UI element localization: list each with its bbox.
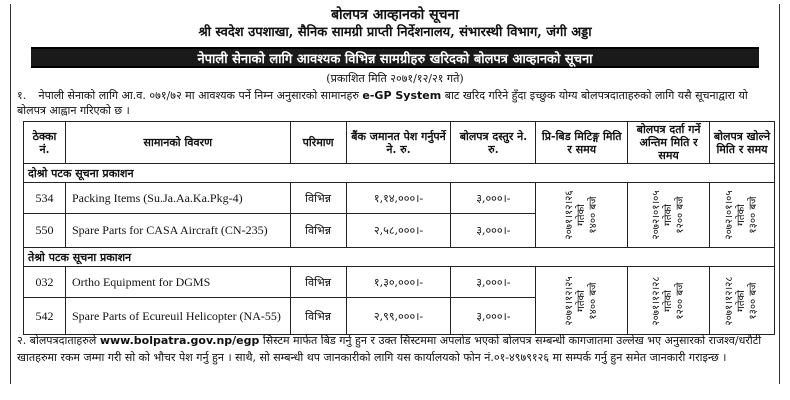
prebid-date: २०७१।१२।२५ bbox=[563, 275, 575, 326]
para1-text-a: नेपाली सेनाको लागि आ.व. ०७१/७२ मा आवश्यक पर्ने निम्न अनुसारको सामानहरु bbox=[38, 89, 359, 102]
row-qty: विभिन्न bbox=[290, 298, 346, 335]
row-desc: Spare Parts for CASA Aircraft (CN-235) bbox=[65, 214, 290, 248]
notice-banner: नेपाली सेनाको लागि आवश्यक विभिन्न सामग्रीहरु खरिदको बोलपत्र आव्हानको सूचना bbox=[31, 47, 759, 68]
open-day: गतेको bbox=[736, 204, 748, 226]
header-code: ठेक्का नं. bbox=[24, 122, 66, 164]
section-heading-second: दोश्रो पटक सूचना प्रकाशन bbox=[24, 164, 775, 183]
opening-cell-group2 bbox=[710, 267, 775, 335]
prebid-time: १४०० बजे bbox=[587, 281, 599, 320]
prebid-cell-group1 bbox=[536, 183, 628, 248]
registration-cell-group1 bbox=[628, 183, 710, 248]
prebid-cell-group2 bbox=[536, 267, 628, 335]
prebid-day: गतेको bbox=[575, 289, 587, 312]
para2-text-b: सिस्टम मार्फत बिड गर्नु हुन र उक्त सिस्टममा अपलोड भएको बोलपत्र सम्बन्धी कागजातमा उल्लेख भए अनुसारको राजश्व/धरौटी खातहरुमा रकम जम्मा गरी सो को भौचर पेश गर्नु हुन । साथै, सो सम्बन्धी थप जानकारीको लागि यस कार्यालयको फोन नं.०१-४९७९१२६ मा सम्पर्क गर्नु हुन समेत जानकारी गराइन्छ । bbox=[17, 334, 762, 364]
reg-time: १२०० बजे bbox=[674, 281, 686, 320]
row-guarantee: १,३०,०००।- bbox=[346, 267, 451, 298]
header-fee: बोलपत्र दस्तुर ने. रु. bbox=[451, 122, 536, 164]
row-guarantee: २,९९,०००।- bbox=[346, 298, 451, 335]
para1-text-b: बाट खरिद गरिने हुँदा इच्छुक योग्य बोलपत्रदाताहरुको लागि यसै सूचनाद्वारा यो बोलपत्र आह्वान गरिएको छ । bbox=[17, 89, 748, 117]
row-fee: ३,०००।- bbox=[451, 214, 536, 248]
row-fee: ३,०००।- bbox=[451, 298, 536, 335]
row-code: 542 bbox=[24, 298, 66, 335]
office-name: श्री स्वदेश उपशाखा, सैनिक सामग्री प्राप्ती निर्देशनालय, संभारस्थी विभाग, जंगी अड्डा bbox=[198, 25, 592, 40]
prebid-time: १४०० बजे bbox=[587, 196, 599, 234]
row-fee: ३,०००।- bbox=[451, 183, 536, 214]
row-qty: विभिन्न bbox=[290, 214, 346, 248]
reg-date: २०७२।०१।०५ bbox=[650, 190, 662, 240]
row-desc: Spare Parts of Ecureuil Helicopter (NA-55) bbox=[65, 298, 290, 335]
notice-frame bbox=[10, 4, 780, 384]
section-row bbox=[24, 164, 775, 183]
para1-number: १. bbox=[17, 89, 27, 102]
row-guarantee: १,१४,०००।- bbox=[346, 183, 451, 214]
row-desc: Ortho Equipment for DGMS bbox=[65, 267, 290, 298]
reg-day: गतेको bbox=[662, 289, 674, 312]
reg-day: गतेको bbox=[662, 204, 674, 226]
header-opening: बोलपत्र खोल्ने मिति र समय bbox=[710, 122, 775, 164]
header-guarantee: बैंक जमानत पेश गर्नुपर्ने ने. रु. bbox=[346, 122, 451, 164]
section-row bbox=[24, 248, 775, 267]
open-date: २०७२।०१।०५ bbox=[724, 190, 736, 240]
row-code: 534 bbox=[24, 183, 66, 214]
reg-time: १२०० बजे bbox=[674, 196, 686, 234]
prebid-date: २०७१।१२।२६ bbox=[563, 190, 575, 240]
prebid-day: गतेको bbox=[575, 204, 587, 226]
paragraph-1 bbox=[17, 88, 769, 118]
paragraph-2 bbox=[17, 332, 769, 366]
row-desc: Packing Items (Su.Ja.Aa.Ka.Pkg-4) bbox=[65, 183, 290, 214]
registration-cell-group2 bbox=[628, 267, 710, 335]
tender-table bbox=[23, 121, 775, 335]
open-date: २०७१।१२।२८ bbox=[724, 275, 736, 326]
reg-date: २०७१।१२।२८ bbox=[650, 275, 662, 326]
header-registration: बोलपत्र दर्ता गर्ने अन्तिम मिति र समय bbox=[628, 122, 710, 164]
header-qty: परिमाण bbox=[290, 122, 346, 164]
para2-number: २. bbox=[17, 334, 27, 347]
open-time: १३०० बजे bbox=[748, 196, 760, 234]
bolpatra-url: www.bolpatra.gov.np/egp bbox=[99, 334, 260, 347]
row-fee: ३,०००।- bbox=[451, 267, 536, 298]
table-row bbox=[24, 267, 775, 298]
open-time: १३०० बजे bbox=[748, 281, 760, 320]
row-guarantee: २,५८,०००।- bbox=[346, 214, 451, 248]
header-desc: सामानको विवरण bbox=[65, 122, 290, 164]
section-heading-third: तेश्रो पटक सूचना प्रकाशन bbox=[24, 248, 775, 267]
row-qty: विभिन्न bbox=[290, 267, 346, 298]
para2-text-a: बोलपत्रदाताहरुले bbox=[29, 334, 97, 347]
notice-title: बोलपत्र आव्हानको सूचना bbox=[331, 7, 459, 23]
row-qty: विभिन्न bbox=[290, 183, 346, 214]
publication-date: (प्रकाशित मिति २०७१/१२/२१ गते) bbox=[326, 72, 464, 85]
row-code: 550 bbox=[24, 214, 66, 248]
egp-system-label: e-GP System bbox=[362, 89, 442, 102]
table-header-row bbox=[24, 122, 775, 164]
header-prebid: प्रि-बिड मिटिङ्ग मिति र समय bbox=[536, 122, 628, 164]
opening-cell-group1 bbox=[710, 183, 775, 248]
open-day: गतेको bbox=[736, 289, 748, 312]
table-row bbox=[24, 183, 775, 214]
row-code: 032 bbox=[24, 267, 66, 298]
